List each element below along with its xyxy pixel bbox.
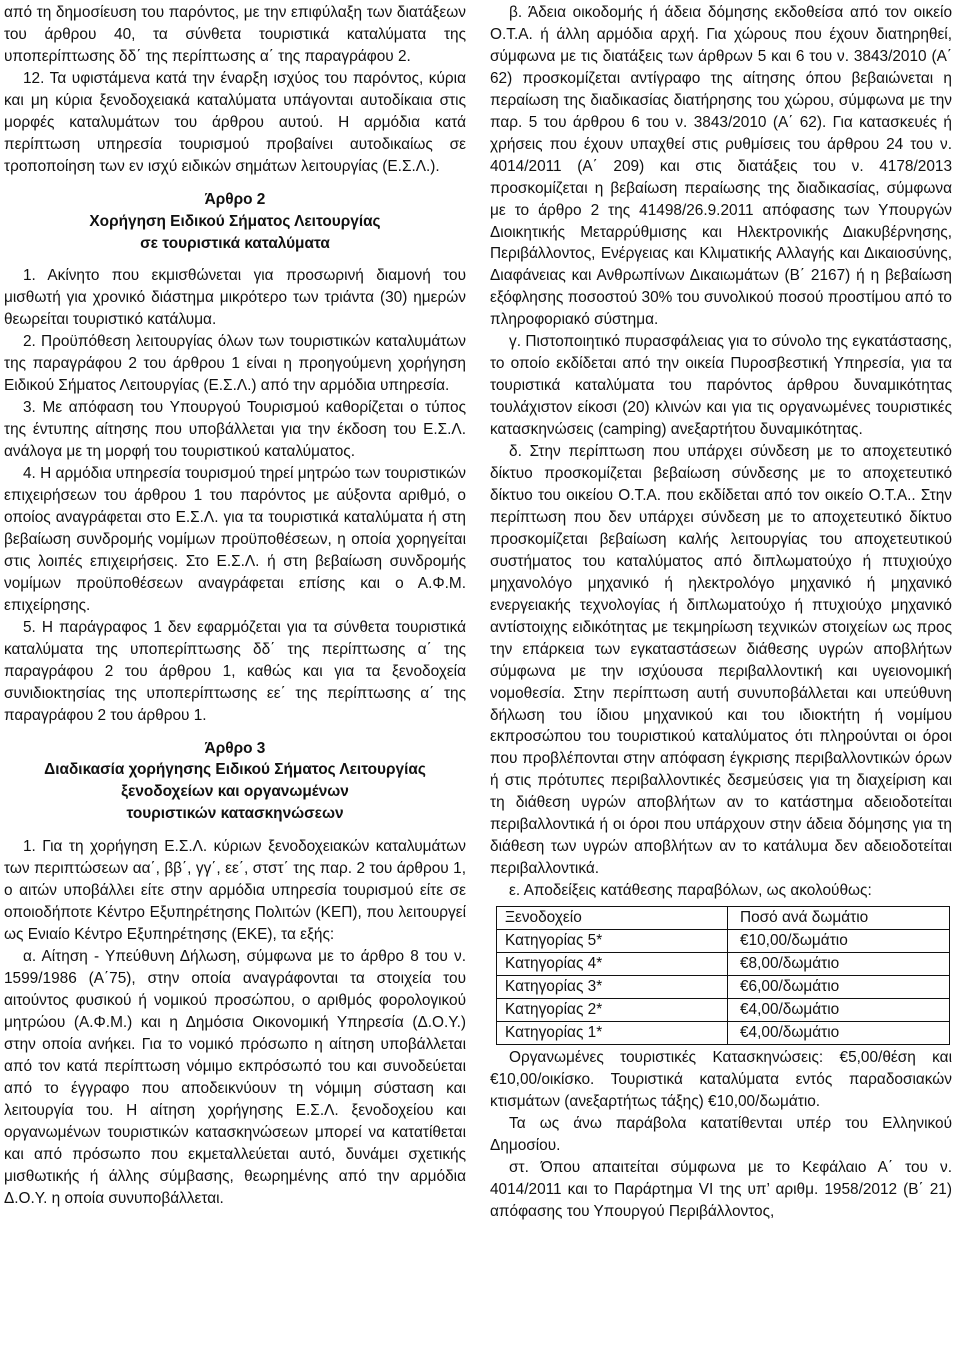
right-paragraphs-bottom: [490, 1047, 952, 1223]
article-number: Άρθρο 3: [204, 739, 266, 757]
article-title-line: Διαδικασία χορήγησης Ειδικού Σήματος Λειτουργίας: [44, 761, 426, 779]
paragraph: 4. Η αρμόδια υπηρεσία τουρισμού τηρεί μητρώο των τουριστικών επιχειρήσεων του άρθρου 1 του παρόντος με αύξοντα αριθμό, ο οποίος αναγράφεται στο Ε.Σ.Λ. για τα τουριστικά καταλύματα ή στη βεβαίωση συνδρομής νομίμων προϋποθέσεων, η οποία χορηγείται στις λοιπές επιχειρήσεις. Στο Ε.Σ.Λ. ή στη βεβαίωση συνδρομής νομίμων προϋποθέσεων αναγράφεται επίσης και ο Α.Φ.Μ. επιχείρησης.: [4, 465, 466, 614]
table-row: [497, 930, 950, 953]
fee-amount-cell: €4,00/δωμάτιο: [728, 999, 950, 1022]
paragraph: 5. Η παράγραφος 1 δεν εφαρμόζεται για τα σύνθετα τουριστικά καταλύματα της υποπερίπτωσης δδ΄ της περίπτωσης α΄ της παραγράφου 2 του άρθρου 1, καθώς και για τα ξενοδοχεία συνιδιοκτησίας της υποπερίπτωσης εε΄ της περίπτωσης α΄ της παραγράφου 2 του άρθρου 1.: [4, 618, 466, 724]
fee-amount-cell: €4,00/δωμάτιο: [728, 1022, 950, 1045]
table-row: [497, 953, 950, 976]
paragraph: Οργανωμένες τουριστικές Κατασκηνώσεις: €5,00/θέση και €10,00/οικίσκο. Τουριστικά καταλύματα εντός παραδοσιακών κτισμάτων (ανεξαρτήτως τάξης) €10,00/δωμάτιο.: [490, 1049, 952, 1110]
paragraph: α. Αίτηση - Υπεύθυνη Δήλωση, σύμφωνα με το άρθρο 8 του ν. 1599/1986 (Α΄75), στην οποία αναγράφονται τα στοιχεία του αιτούντος φυσικού ή νομικού προσώπου, ο αριθμός φορολογικού μητρώου (Α.Φ.Μ.) και η Δημόσια Οικονομική Υπηρεσία (Δ.Ο.Υ.) στην οποία ανήκει. Για το νομικό πρόσωπο η αίτηση υποβάλλεται από τον κατά περίπτωση νόμιμο εκπρόσωπό του και συνοδεύεται από το έγγραφο που αποδεικνύουν τη νόμιμη σύσταση και λειτουργία του. Η αίτηση χορήγησης Ε.Σ.Λ. ξενοδοχείου και οργανωμένων τουριστικών κατασκηνώσεων μπορεί να κατατίθεται και από πρόσωπο που εκμεταλλεύεται αυτό, δυνάμει σχετικής μισθωτικής ή άλλης σύμβασης, θεωρημένης από την αρμόδια Δ.Ο.Υ. η οποία συνυποβάλλεται.: [4, 948, 466, 1207]
hotel-category-cell: Κατηγορίας 2*: [497, 999, 728, 1022]
paragraph: δ. Στην περίπτωση που υπάρχει σύνδεση με το αποχετευτικό δίκτυο προσκομίζεται βεβαίωση σύνδεσης με το αποχετευτικό δίκτυο του οικείου Ο.Τ.Α. που εκδίδεται από τον οικείο Ο.Τ.Α.. Στην περίπτωση που δεν υπάρχει σύνδεση με το αποχετευτικό δίκτυο προσκομίζεται βεβαίωση καλής λειτουργίας του αποχετευτικού συστήματος του καταλύματος από διπλωματούχο ή πτυχιούχο μηχανολόγο μηχανικό ή ηλεκτρολόγο μηχανικό ή μηχανικό ενεργειακής τεχνολογίας ή διπλωματούχο ή πτυχιούχο μηχανικό αντίστοιχης ειδικότητας με τεκμηρίωση τεχνικών στοιχείων ως προς την επάρκεια των εγκαταστάσεων διάθεσης υγρών αποβλήτων σύμφωνα με την ισχύουσα περιβαλλοντική και υγειονομική νομοθεσία. Στην περίπτωση αυτή συνυποβάλλεται και υπεύθυνη δήλωση του ίδιου μηχανικού και του ιδιοκτήτη ή νομίμου εκπροσώπου του τουριστικού καταλύματος ότι πληρούνται οι όροι που προβλέπονται στην απόφαση έγκρισης περιβαλλοντικών όρων ή στις πρότυπες περιβαλλοντικές δεσμεύσεις για τη διαχείριση και τη διάθεση υγρών αποβλήτων αν το κατάστημα αδειοδοτείται περιβαλλοντικά ή οι όροι που υπάρχουν στην άδεια δόμησης για τη διάθεση των υγρών αποβλήτων αν το κατάλυμα δεν αδειοδοτείται περιβαλλοντικά.: [490, 443, 952, 878]
paragraph: 1. Για τη χορήγηση Ε.Σ.Λ. κύριων ξενοδοχειακών καταλυμάτων των περιπτώσεων αα΄, ββ΄, γγ΄, εε΄, στστ΄ της παρ. 2 του άρθρου 1, ο αιτών υποβάλλει είτε στην αρμόδια υπηρεσία τουρισμού είτε σε οποιοδήποτε Κέντρο Εξυπηρέτησης Πολιτών (ΚΕΠ), που λειτουργεί ως Ενιαίο Κέντρο Εξυπηρέτησης (ΕΚΕ), τα εξής:: [4, 838, 466, 944]
paragraph: 3. Με απόφαση του Υπουργού Τουρισμού καθορίζεται ο τύπος της έντυπης αίτησης που υποβάλλεται για την έκδοση του Ε.Σ.Λ. ανάλογα με τη μορφή του τουριστικού καταλύματος.: [4, 399, 466, 461]
paragraph: στ. Όπου απαιτείται σύμφωνα με το Κεφάλαιο Α΄ του ν. 4014/2011 και το Παράρτημα VI της υπ’ αριθμ. 1958/2012 (Β΄ 21) απόφασης του Υπουργού Περιβάλλοντος,: [490, 1158, 952, 1220]
paragraph: β. Άδεια οικοδομής ή άδεια δόμησης εκδοθείσα από τον οικείο Ο.Τ.Α. ή άλλη αρμόδια αρχή. Για χώρους που έχουν διατηρηθεί, σύμφωνα με τις διατάξεις των άρθρων 5 και 6 του ν. 3843/2010 (Α΄ 62) προσκομίζεται αντίγραφο της αίτησης όπου βεβαιώνεται η περαίωση της διαδικασίας διατήρησης του χώρου, σύμφωνα με την παρ. 5 του άρθρου 6 του ν. 3843/2010 (Α΄ 62). Για κατασκευές ή χρήσεις που έχουν υπαχθεί στις ρυθμίσεις του άρθρου 24 του ν. 4014/2011 (Α΄ 209) και στις διατάξεις του ν. 4178/2013 προσκομίζεται η βεβαίωση περαίωσης της διαδικασίας, σύμφωνα με το άρθρο 2 της 41498/26.9.2011 απόφασης των Υπουργών Διοικητικής Μεταρρύθμισης και Ηλεκτρονικής Διακυβέρνησης, Περιβάλλοντος, Ενέργειας και Κλιματικής Αλλαγής και Δικαιοσύνης, Διαφάνειας και Ανθρωπίνων Δικαιωμάτων (Β΄ 2167) ή η βεβαίωση εξόφλησης ποσοστού 30% του συνολικού ποσού προστίμου από το πληροφοριακό σύστημα.: [490, 4, 952, 329]
article-number: Άρθρο 2: [204, 190, 266, 208]
fee-amount-cell: €8,00/δωμάτιο: [728, 953, 950, 976]
table-header-row: [497, 907, 950, 930]
fees-table: [496, 906, 950, 1045]
paragraph: Τα ως άνω παράβολα κατατίθενται υπέρ του Ελληνικού Δημοσίου.: [490, 1114, 952, 1154]
paragraph: ε. Αποδείξεις κατάθεσης παραβόλων, ως ακολούθως:: [509, 882, 872, 900]
table-row: [497, 1022, 950, 1045]
fee-amount-cell: €6,00/δωμάτιο: [728, 976, 950, 999]
article-title-line: τουριστικών κατασκηνώσεων: [126, 805, 344, 823]
paragraph: 2. Προϋπόθεση λειτουργίας όλων των τουριστικών καταλυμάτων της παραγράφου 2 του άρθρου 1 είναι η προηγούμενη χορήγηση Ειδικού Σήματος Λειτουργίας (Ε.Σ.Λ.) από την αρμόδια υπηρεσία.: [4, 333, 466, 395]
left-column: [4, 2, 466, 1210]
fee-amount-cell: €10,00/δωμάτιο: [728, 930, 950, 953]
table-row: [497, 999, 950, 1022]
hotel-category-cell: Κατηγορίας 5*: [497, 930, 728, 953]
paragraph: γ. Πιστοποιητικό πυρασφάλειας για το σύνολο της εγκατάστασης, το οποίο εκδίδεται από την οικεία Πυροσβεστική Υπηρεσία, για τα τουριστικά καταλύματα του παρόντος άρθρου δυναμικότητας τουλάχιστον είκοσι (20) κλινών και για τις οργανωμένες τουριστικές κατασκηνώσεις (camping) ανεξαρτήτου δυναμικότητας.: [490, 333, 952, 439]
right-column: [490, 2, 952, 1223]
article-title-line: Χορήγηση Ειδικού Σήματος Λειτουργίας: [89, 212, 381, 230]
hotel-category-cell: Κατηγορίας 1*: [497, 1022, 728, 1045]
right-paragraphs-top: [490, 2, 952, 902]
paragraph: από τη δημοσίευση του παρόντος, με την επιφύλαξη των διατάξεων του άρθρου 40, τα σύνθετα τουριστικά καταλύματα της υποπερίπτωσης δδ΄ της περίπτωσης α΄ της παραγράφου 2.: [4, 4, 466, 65]
table-row: [497, 976, 950, 999]
paragraph: 1. Ακίνητο που εκμισθώνεται για προσωρινή διαμονή του μισθωτή για χρονικό διάστημα μικρότερο των τριάντα (30) ημερών θεωρείται τουριστικό κατάλυμα.: [4, 267, 466, 329]
table-header-cell: Ποσό ανά δωμάτιο: [728, 907, 950, 930]
hotel-category-cell: Κατηγορίας 3*: [497, 976, 728, 999]
table-header-cell: Ξενοδοχείο: [497, 907, 728, 930]
paragraph: 12. Τα υφιστάμενα κατά την έναρξη ισχύος του παρόντος, κύρια και μη κύρια ξενοδοχειακά καταλύματα υπάγονται αυτοδίκαια στις μορφές καταλυμάτων του άρθρου αυτού. Η αρμόδια κατά περίπτωση υπηρεσία τουρισμού προβαίνει αυτοδικαίως σε τροποποίηση των εν ισχύ ειδικών σημάτων λειτουργίας (Ε.Σ.Λ.).: [4, 69, 466, 175]
article-title-line: σε τουριστικά καταλύματα: [140, 234, 330, 252]
article-title-line: ξενοδοχείων και οργανωμένων: [121, 783, 349, 801]
hotel-category-cell: Κατηγορίας 4*: [497, 953, 728, 976]
